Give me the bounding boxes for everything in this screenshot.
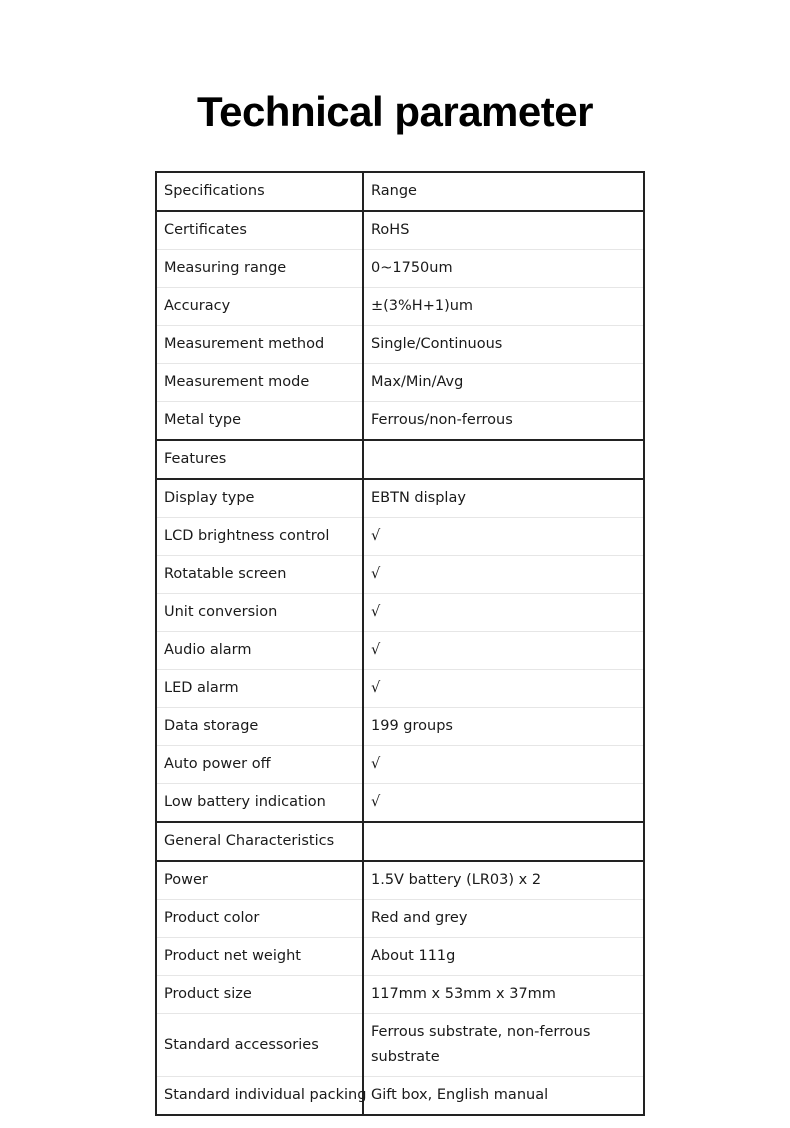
spec-value: ±(3%H+1)um <box>363 288 644 326</box>
spec-key: Certificates <box>156 211 363 250</box>
spec-key: Accuracy <box>156 288 363 326</box>
table-row <box>156 594 644 632</box>
general-key: Standard accessories <box>156 1014 363 1077</box>
table-row <box>156 211 644 250</box>
section-value <box>363 822 644 861</box>
feature-value: √ <box>363 670 644 708</box>
general-key: Product net weight <box>156 938 363 976</box>
feature-value: √ <box>363 518 644 556</box>
feature-value: √ <box>363 594 644 632</box>
spec-value: RoHS <box>363 211 644 250</box>
table-row <box>156 250 644 288</box>
table-row <box>156 670 644 708</box>
general-value: Gift box, English manual <box>371 1087 549 1103</box>
feature-key: LCD brightness control <box>156 518 363 556</box>
general-key: Product color <box>156 900 363 938</box>
table-row <box>156 288 644 326</box>
table-row <box>156 900 644 938</box>
table-row <box>156 861 644 900</box>
table-row <box>156 976 644 1014</box>
feature-value: EBTN display <box>363 479 644 518</box>
table-row <box>156 708 644 746</box>
spec-table <box>155 171 645 1116</box>
table-row <box>156 364 644 402</box>
general-value: 117mm x 53mm x 37mm <box>363 976 644 1014</box>
general-value: 1.5V battery (LR03) x 2 <box>363 861 644 900</box>
section-title: Features <box>156 440 363 479</box>
table-row <box>156 402 644 441</box>
general-value: Ferrous substrate, non-ferrous substrate <box>363 1014 644 1077</box>
feature-key: Rotatable screen <box>156 556 363 594</box>
general-key: Power <box>156 861 363 900</box>
section-value <box>363 440 644 479</box>
general-key: Standard individual packing <box>156 1077 363 1116</box>
spec-key: Measurement mode <box>156 364 363 402</box>
spec-key: Measuring range <box>156 250 363 288</box>
feature-key: Low battery indication <box>156 784 363 823</box>
feature-value: √ <box>363 632 644 670</box>
header-value-cell: Range <box>363 172 644 211</box>
header-key-cell: Specifications <box>156 172 363 211</box>
section-header-general <box>156 822 644 861</box>
spec-key: Measurement method <box>156 326 363 364</box>
table-row <box>156 1077 644 1116</box>
feature-key: Data storage <box>156 708 363 746</box>
spec-value: Ferrous/non-ferrous <box>363 402 644 441</box>
general-key: Product size <box>156 976 363 1014</box>
spec-value: 0~1750um <box>363 250 644 288</box>
table-row <box>156 746 644 784</box>
feature-value: √ <box>363 556 644 594</box>
section-title: General Characteristics <box>156 822 363 861</box>
table-row <box>156 326 644 364</box>
table-row <box>156 1014 644 1077</box>
feature-value: √ <box>363 746 644 784</box>
table-row <box>156 518 644 556</box>
feature-key: Unit conversion <box>156 594 363 632</box>
feature-key: Audio alarm <box>156 632 363 670</box>
table-row <box>156 556 644 594</box>
feature-value: 199 groups <box>363 708 644 746</box>
spec-key: Metal type <box>156 402 363 441</box>
table-header-row <box>156 172 644 211</box>
feature-key: Auto power off <box>156 746 363 784</box>
general-value: About 111g <box>363 938 644 976</box>
spec-value: Single/Continuous <box>363 326 644 364</box>
feature-value: √ <box>363 784 644 823</box>
spec-value: Max/Min/Avg <box>363 364 644 402</box>
table-row <box>156 784 644 823</box>
table-row <box>156 938 644 976</box>
section-header-features <box>156 440 644 479</box>
table-row <box>156 479 644 518</box>
general-value: Red and grey <box>363 900 644 938</box>
page-title: Technical parameter <box>197 88 593 135</box>
feature-key: Display type <box>156 479 363 518</box>
feature-key: LED alarm <box>156 670 363 708</box>
table-row <box>156 632 644 670</box>
